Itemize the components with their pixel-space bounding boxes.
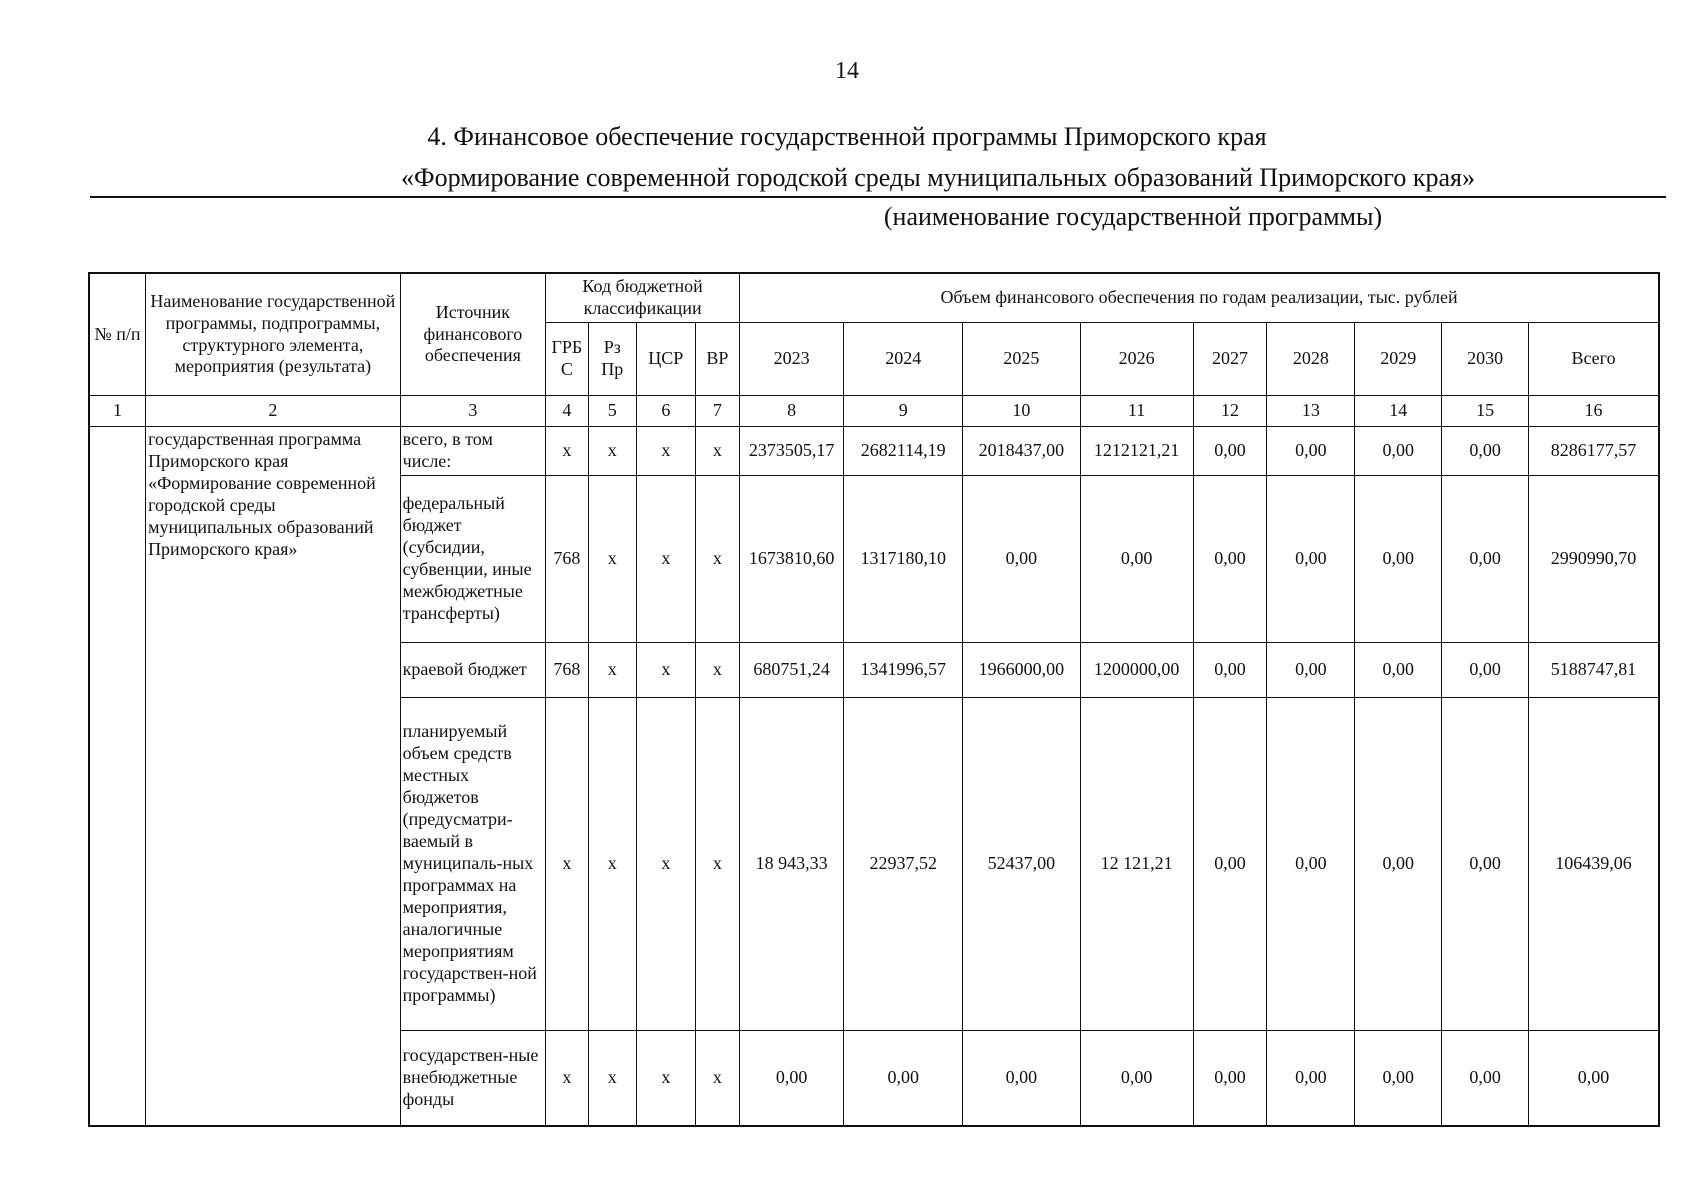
- header-year: 2027: [1193, 323, 1267, 396]
- code-cell: x: [588, 476, 636, 643]
- source-cell: планируемый объем средств местных бюджетов (предусматри-ваемый в муниципаль-ных программах на мероприятия, аналогичные мероприятиям государствен-ной программы): [400, 698, 545, 1031]
- value-cell: 0,00: [740, 1031, 844, 1127]
- value-cell: 22937,52: [844, 698, 963, 1031]
- column-index-row: [89, 396, 1659, 427]
- source-cell: всего, в том числе:: [400, 427, 545, 476]
- column-index: 16: [1529, 396, 1659, 427]
- value-cell: 0,00: [1193, 476, 1267, 643]
- header-name: Наименование государственной программы, подпрограммы, структурного элемента, мероприятия (результата): [146, 273, 401, 396]
- value-cell: 0,00: [1442, 643, 1529, 698]
- value-cell: 0,00: [963, 1031, 1080, 1127]
- total-value-cell: 8286177,57: [1529, 427, 1659, 476]
- column-index: 5: [588, 396, 636, 427]
- value-cell: 52437,00: [963, 698, 1080, 1031]
- value-cell: 0,00: [1442, 1031, 1529, 1127]
- header-volume: Объем финансового обеспечения по годам реализации, тыс. рублей: [740, 273, 1659, 323]
- value-cell: 0,00: [1193, 643, 1267, 698]
- value-cell: 18 943,33: [740, 698, 844, 1031]
- header-budget-code: Код бюджетной классификации: [546, 273, 740, 323]
- column-index: 6: [637, 396, 696, 427]
- header-num: № п/п: [89, 273, 146, 396]
- value-cell: 1317180,10: [844, 476, 963, 643]
- value-cell: 0,00: [963, 476, 1080, 643]
- value-cell: 1341996,57: [844, 643, 963, 698]
- code-cell: x: [695, 427, 739, 476]
- column-index: 7: [695, 396, 739, 427]
- total-value-cell: 0,00: [1529, 1031, 1659, 1127]
- value-cell: 1673810,60: [740, 476, 844, 643]
- value-cell: 0,00: [1267, 476, 1355, 643]
- code-cell: x: [546, 1031, 588, 1127]
- header-total: Всего: [1529, 323, 1659, 396]
- header-year: 2023: [740, 323, 844, 396]
- value-cell: 0,00: [1193, 427, 1267, 476]
- value-cell: 0,00: [1355, 427, 1442, 476]
- page-number: 14: [835, 58, 859, 84]
- code-cell: x: [637, 698, 696, 1031]
- section-heading: 4. Финансовое обеспечение государственной программы Приморского края: [427, 122, 1267, 151]
- code-cell: x: [637, 427, 696, 476]
- value-cell: 680751,24: [740, 643, 844, 698]
- value-cell: 0,00: [1267, 1031, 1355, 1127]
- code-cell: x: [588, 427, 636, 476]
- value-cell: 0,00: [1355, 1031, 1442, 1127]
- column-index: 9: [844, 396, 963, 427]
- column-index: 15: [1442, 396, 1529, 427]
- code-cell: x: [588, 1031, 636, 1127]
- header-source: Источник финансового обеспечения: [400, 273, 545, 396]
- value-cell: 0,00: [1442, 698, 1529, 1031]
- code-cell: x: [637, 476, 696, 643]
- column-index: 2: [146, 396, 401, 427]
- code-cell: x: [588, 698, 636, 1031]
- value-cell: 0,00: [1442, 476, 1529, 643]
- code-cell: x: [637, 1031, 696, 1127]
- value-cell: 0,00: [1355, 643, 1442, 698]
- total-value-cell: 2990990,70: [1529, 476, 1659, 643]
- total-value-cell: 106439,06: [1529, 698, 1659, 1031]
- code-cell: x: [695, 698, 739, 1031]
- column-index: 8: [740, 396, 844, 427]
- value-cell: 0,00: [1442, 427, 1529, 476]
- value-cell: 0,00: [1193, 698, 1267, 1031]
- header-year: 2029: [1355, 323, 1442, 396]
- column-index: 10: [963, 396, 1080, 427]
- value-cell: 12 121,21: [1080, 698, 1193, 1031]
- program-title: «Формирование современной городской среды муниципальных образований Приморского края»: [90, 163, 1666, 198]
- value-cell: 0,00: [1080, 1031, 1193, 1127]
- value-cell: 0,00: [1355, 476, 1442, 643]
- value-cell: 1200000,00: [1080, 643, 1193, 698]
- code-cell: x: [695, 476, 739, 643]
- value-cell: 1212121,21: [1080, 427, 1193, 476]
- total-value-cell: 5188747,81: [1529, 643, 1659, 698]
- column-index: 3: [400, 396, 545, 427]
- header-year: 2028: [1267, 323, 1355, 396]
- source-cell: федеральный бюджет (субсидии, субвенции, иные межбюджетные трансферты): [400, 476, 545, 643]
- value-cell: 0,00: [1267, 643, 1355, 698]
- header-year: 2024: [844, 323, 963, 396]
- table-row: [89, 427, 1659, 476]
- column-index: 1: [89, 396, 146, 427]
- header-year: 2030: [1442, 323, 1529, 396]
- column-index: 12: [1193, 396, 1267, 427]
- value-cell: 2018437,00: [963, 427, 1080, 476]
- value-cell: 2682114,19: [844, 427, 963, 476]
- value-cell: 0,00: [844, 1031, 963, 1127]
- header-year: 2026: [1080, 323, 1193, 396]
- code-cell: x: [546, 427, 588, 476]
- header-vr: ВР: [695, 323, 739, 396]
- header-year: 2025: [963, 323, 1080, 396]
- code-cell: x: [695, 643, 739, 698]
- code-cell: x: [637, 643, 696, 698]
- value-cell: 0,00: [1267, 427, 1355, 476]
- code-cell: x: [588, 643, 636, 698]
- value-cell: 0,00: [1193, 1031, 1267, 1127]
- row-number-cell: [89, 427, 146, 1127]
- financing-table: [88, 272, 1660, 1127]
- column-index: 11: [1080, 396, 1193, 427]
- code-cell: x: [695, 1031, 739, 1127]
- column-index: 14: [1355, 396, 1442, 427]
- source-cell: краевой бюджет: [400, 643, 545, 698]
- code-cell: 768: [546, 643, 588, 698]
- header-rzpr: Рз Пр: [588, 323, 636, 396]
- value-cell: 2373505,17: [740, 427, 844, 476]
- code-cell: 768: [546, 476, 588, 643]
- header-grbs: ГРБ С: [546, 323, 588, 396]
- value-cell: 1966000,00: [963, 643, 1080, 698]
- value-cell: 0,00: [1267, 698, 1355, 1031]
- source-cell: государствен-ные внебюджетные фонды: [400, 1031, 545, 1127]
- header-csr: ЦСР: [637, 323, 696, 396]
- value-cell: 0,00: [1080, 476, 1193, 643]
- program-name-cell: государственная программа Приморского края «Формирование современной городской среды муниципальных образований Приморского края»: [146, 427, 401, 1127]
- column-index: 4: [546, 396, 588, 427]
- value-cell: 0,00: [1355, 698, 1442, 1031]
- code-cell: x: [546, 698, 588, 1031]
- column-index: 13: [1267, 396, 1355, 427]
- program-title-caption: (наименование государственной программы): [883, 202, 1383, 231]
